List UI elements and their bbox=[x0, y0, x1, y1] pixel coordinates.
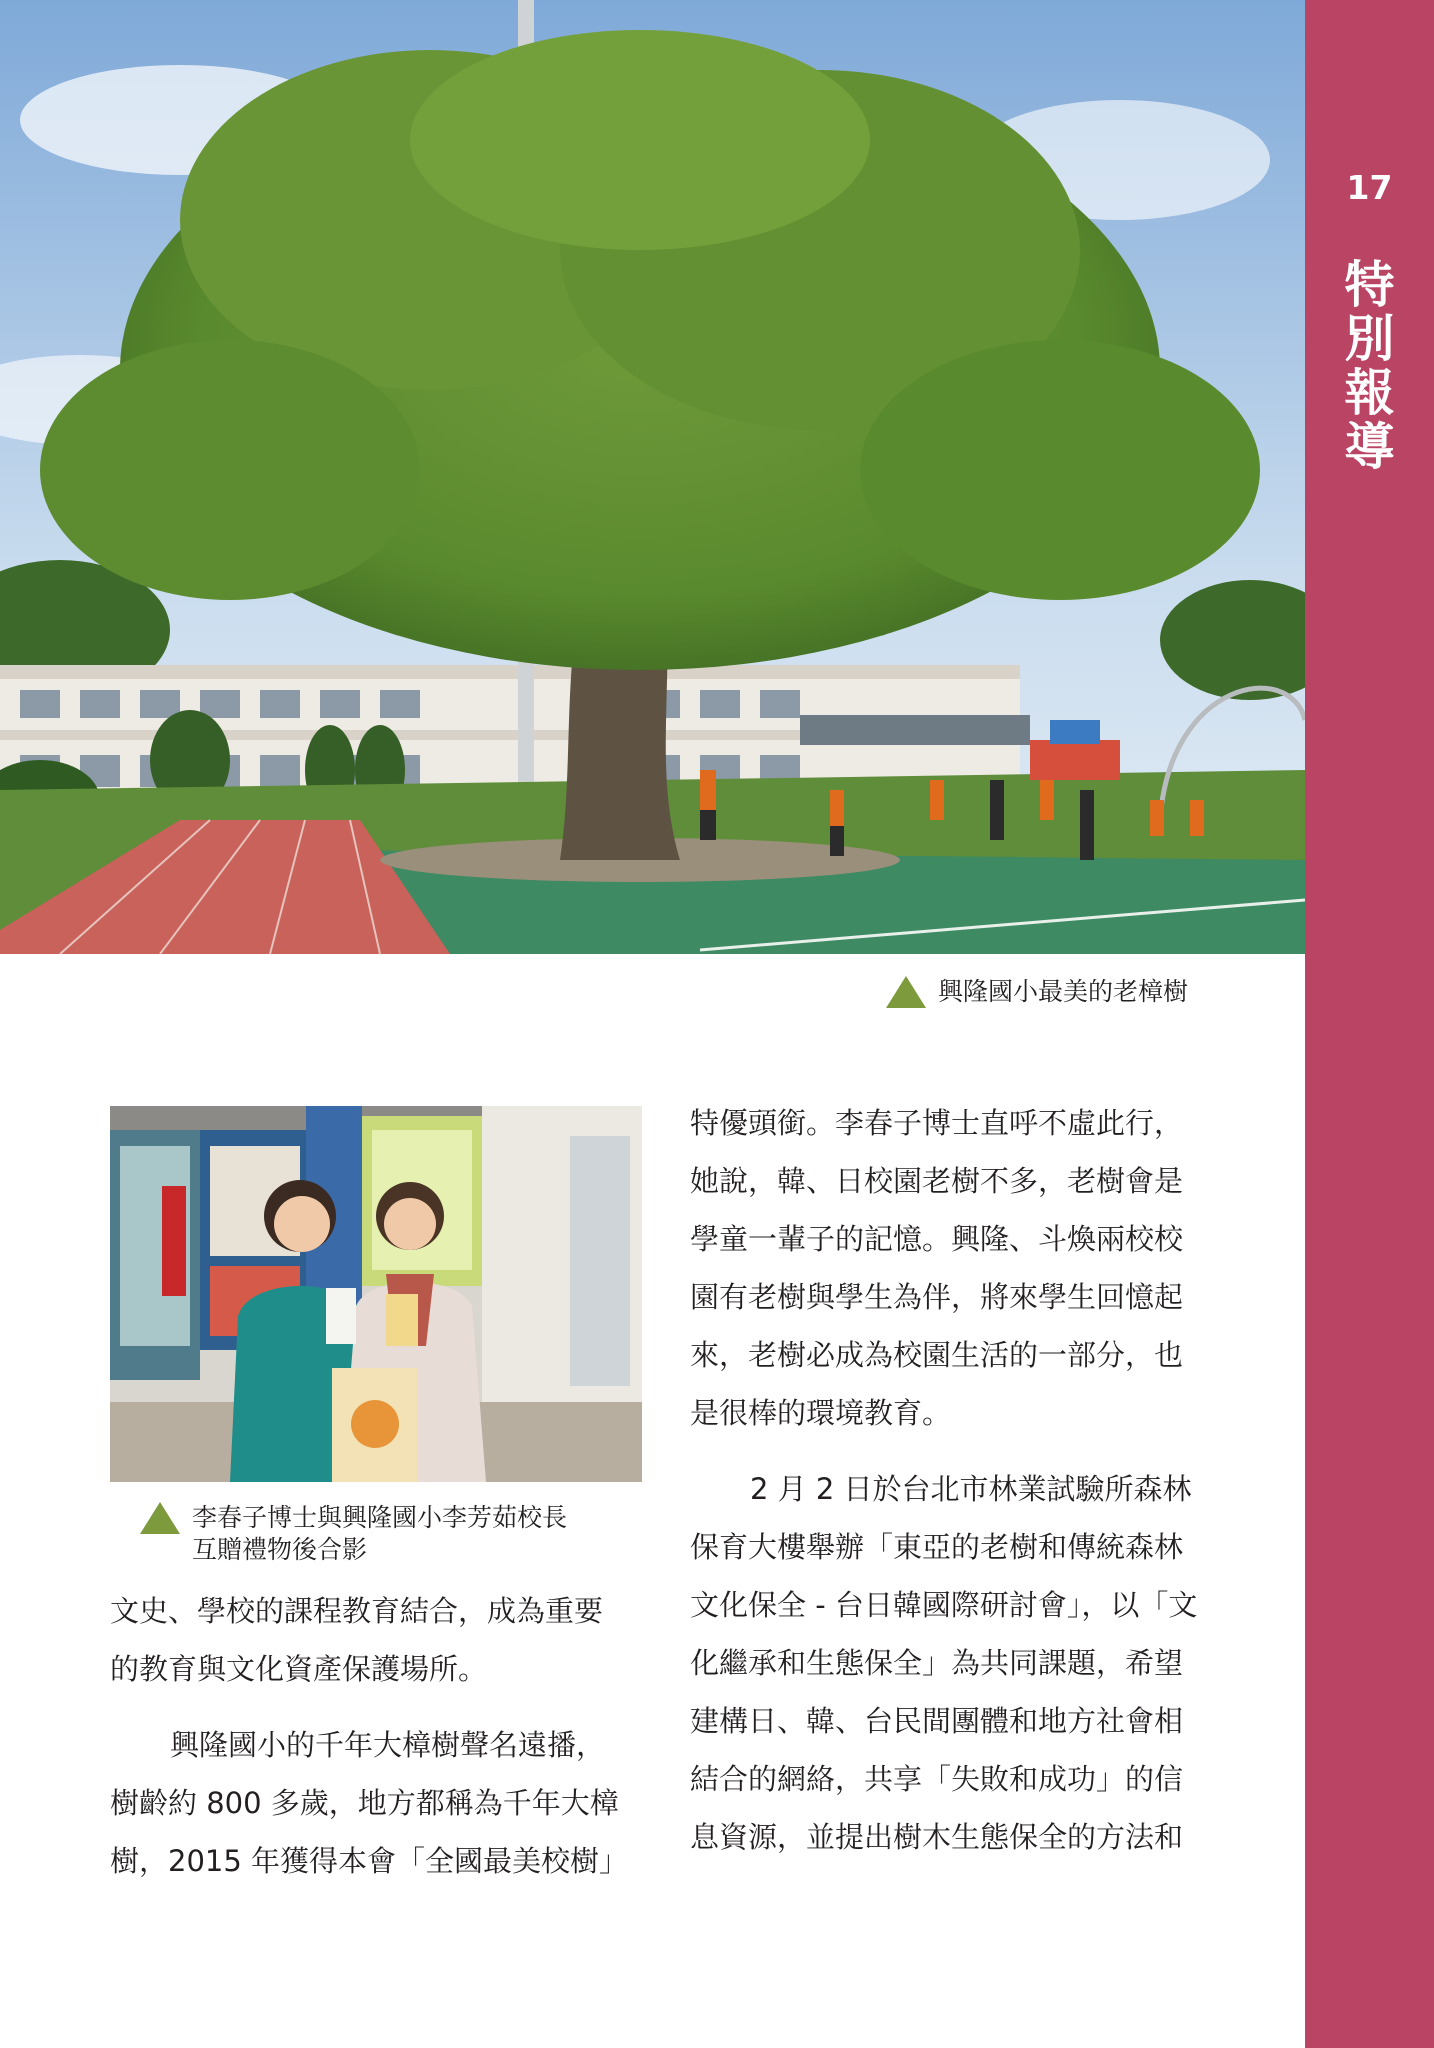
body-line: 化繼承和生態保全」為共同課題，希望 bbox=[690, 1646, 1184, 1680]
body-line: 文化保全 - 台日韓國際研討會」，以「文 bbox=[690, 1588, 1198, 1622]
two-women-photo-image bbox=[110, 1106, 642, 1482]
body-line: 樹，2015 年獲得本會「全國最美校樹」 bbox=[110, 1844, 629, 1878]
section-title-char: 特 bbox=[1344, 256, 1395, 314]
body-line: 學童一輩子的記憶。興隆、斗煥兩校校 bbox=[690, 1222, 1184, 1256]
inset-photo bbox=[110, 1106, 642, 1482]
left-column-text bbox=[110, 1582, 650, 1890]
section-sidebar bbox=[1305, 0, 1434, 2048]
body-line: 結合的網絡，共享「失敗和成功」的信 bbox=[690, 1762, 1184, 1796]
section-title bbox=[1305, 258, 1434, 474]
hero-photo bbox=[0, 0, 1305, 954]
section-title-char: 別 bbox=[1344, 310, 1395, 368]
page-number: 17 bbox=[1346, 168, 1393, 207]
body-line: 來，老樹必成為校園生活的一部分，也 bbox=[690, 1338, 1184, 1372]
body-line: 園有老樹與學生為伴，將來學生回憶起 bbox=[690, 1280, 1184, 1314]
body-line: 她說，韓、日校園老樹不多，老樹會是 bbox=[690, 1164, 1184, 1198]
body-line: 文史、學校的課程教育結合，成為重要 bbox=[110, 1594, 604, 1628]
body-line: 息資源，並提出樹木生態保全的方法和 bbox=[690, 1820, 1184, 1854]
camphor-tree-image bbox=[0, 0, 1305, 954]
section-title-char: 導 bbox=[1344, 418, 1395, 476]
body-line: 2 月 2 日於台北市林業試驗所森林 bbox=[750, 1472, 1192, 1506]
hero-photo-caption bbox=[886, 976, 1188, 1008]
inset-caption-line: 互贈禮物後合影 bbox=[192, 1535, 368, 1564]
hero-caption-text: 興隆國小最美的老樟樹 bbox=[938, 977, 1189, 1006]
body-line: 建構日、韓、台民間團體和地方社會相 bbox=[690, 1704, 1184, 1738]
caption-triangle-icon bbox=[886, 976, 926, 1008]
body-line: 的教育與文化資產保護場所。 bbox=[110, 1652, 488, 1686]
body-line: 是很棒的環境教育。 bbox=[690, 1396, 952, 1430]
right-column-text bbox=[690, 1094, 1230, 1866]
caption-triangle-icon bbox=[140, 1502, 180, 1534]
body-line: 保育大樓舉辦「東亞的老樹和傳統森林 bbox=[690, 1530, 1184, 1564]
body-line: 樹齡約 800 多歲，地方都稱為千年大樟 bbox=[110, 1786, 619, 1820]
inset-photo-caption bbox=[140, 1502, 712, 1566]
body-line: 興隆國小的千年大樟樹聲名遠播， bbox=[170, 1728, 606, 1762]
body-line: 特優頭銜。李春子博士直呼不虛此行， bbox=[690, 1106, 1184, 1140]
section-title-char: 報 bbox=[1344, 364, 1395, 422]
inset-caption-line: 李春子博士與興隆國小李芳茹校長 bbox=[192, 1503, 568, 1532]
